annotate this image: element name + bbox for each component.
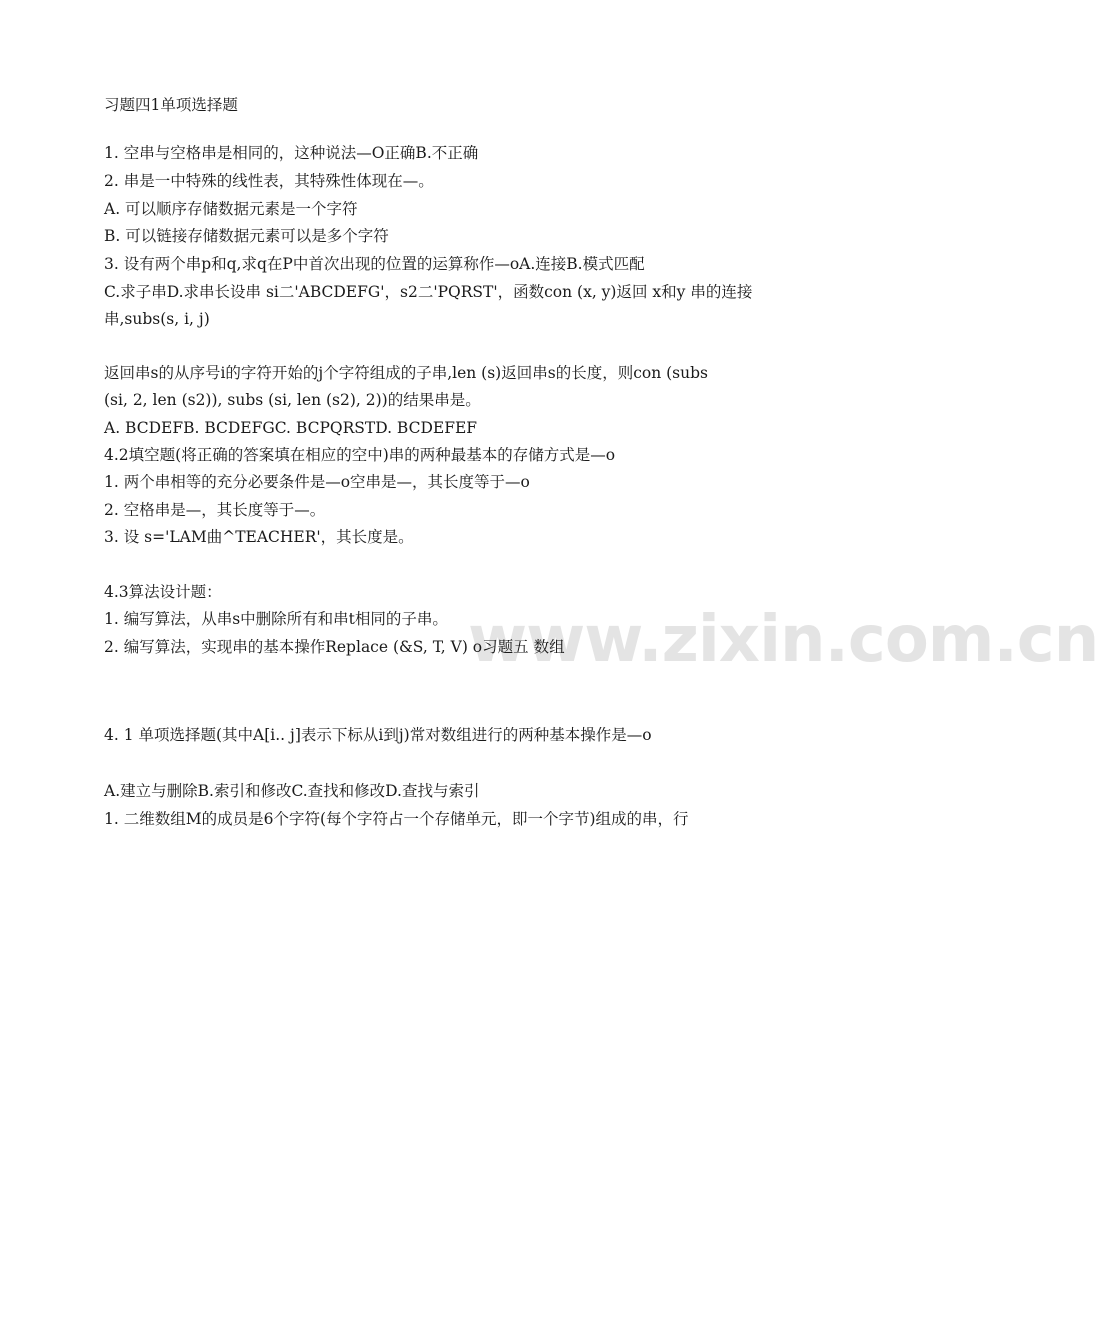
text-line: 2. 串是一中特殊的线性表，其特殊性体现在—。 [104, 172, 434, 190]
section-heading: 4.3算法设计题： [104, 583, 222, 601]
text-line: 1. 空串与空格串是相同的，这种说法—O正确B.不正确 [104, 144, 479, 162]
text-line: 3. 设 s='LAM曲^TEACHER'，其长度是。 [104, 528, 414, 546]
text-line: B. 可以链接存储数据元素可以是多个字符 [104, 227, 389, 245]
text-line: 2. 空格串是—，其长度等于—。 [104, 501, 326, 519]
text-line: 返回串s的从序号i的字符开始的j个字符组成的子串,len (s)返回串s的长度，则con (subs [104, 364, 708, 382]
text-line: 4. 1 单项选择题(其中A[i.. j]表示下标从i到j)常对数组进行的两种基本操作是—o [104, 726, 652, 744]
document-title: 习题四1单项选择题 [104, 96, 238, 114]
text-line: 串,subs(s, i, j) [104, 310, 210, 328]
text-line: 1. 两个串相等的充分必要条件是—o空串是—，其长度等于—o [104, 473, 530, 491]
watermark: www.zixin.com.cn [468, 603, 1098, 677]
text-line: A.建立与删除B.索引和修改C.查找和修改D.查找与索引 [104, 782, 480, 800]
text-line: (si, 2, len (s2)), subs (si, len (s2), 2))的结果串是。 [104, 391, 481, 409]
text-line: 2. 编写算法，实现串的基本操作Replace (&S, T, V) o习题五 数组 [104, 638, 565, 656]
text-line: A. BCDEFB. BCDEFGC. BCPQRSTD. BCDEFEF [104, 419, 478, 437]
text-line: 1. 编写算法，从串s中删除所有和串t相同的子串。 [104, 610, 448, 628]
text-line: 1. 二维数组M的成员是6个字符(每个字符占一个存储单元，即一个字节)组成的串，行 [104, 810, 689, 828]
text-line: 3. 设有两个串p和q,求q在P中首次出现的位置的运算称作—oA.连接B.模式匹配 [104, 255, 645, 273]
text-line: C.求子串D.求串长设串 si二'ABCDEFG'，s2二'PQRST'，函数con (x, y)返回 x和y 串的连接 [104, 283, 753, 301]
text-line: 4.2填空题(将正确的答案填在相应的空中)串的两种最基本的存储方式是—o [104, 446, 616, 464]
text-line: A. 可以顺序存储数据元素是一个字符 [104, 200, 358, 218]
